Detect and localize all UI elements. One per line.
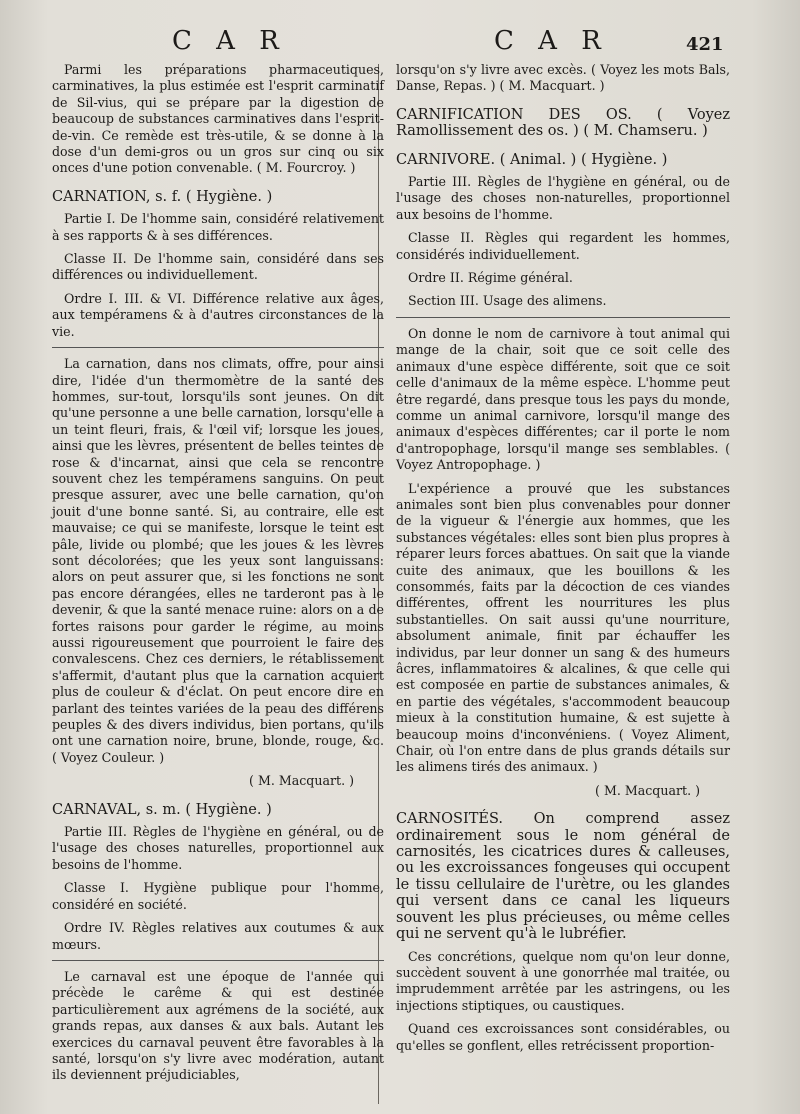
- paragraph: Section III. Usage des alimens.: [408, 293, 607, 309]
- paragraph: Ordre II. Régime général.: [408, 270, 573, 286]
- paragraph: lorsqu'on s'y livre avec excès. ( Voyez les mots Bals, Danse, Repas. ) ( M. Macquart. ): [396, 62, 730, 94]
- paragraph: L'expérience a prouvé que les substances animales sont bien plus convenables pour donner de la vigueur & l'énergie aux hommes, que les substances végétales: elles sont bien plus propres à réparer leurs forces abattues. On sait que la viande cuite des animaux, que les bouillons & les consommés, faits par la décoction de ces viandes différentes, offrent les nourritures les plus substantielles. On sait aussi qu'une nourriture, absolument animale, finit par échauffer les individus, par leur donner un sang & des humeurs âcres, inflammatoires & alcalines, & que celle qui est composée en partie de substances animales, & en partie des végétales, s'accommodent beaucoup mieux à la constitution humaine, & est sujette à beaucoup moins d'inconvéniens. ( Voyez Aliment, Chair, où l'on entre dans de plus grands détails sur les alimens tirés des animaux. ): [396, 480, 730, 775]
- page-number: 421: [686, 34, 724, 55]
- paragraph: Partie I. De l'homme sain, considéré relativement à ses rapports & à ses différences.: [52, 211, 384, 243]
- entry-heading: CARNIVORE. ( Animal. ) ( Hygiène. ): [396, 151, 668, 168]
- author-signature: ( M. Macquart. ): [249, 773, 354, 789]
- paragraph: Ordre IV. Règles relatives aux coutumes & aux mœurs.: [52, 920, 384, 952]
- section-rule: [52, 347, 384, 348]
- paragraph: On donne le nom de carnivore à tout animal qui mange de la chair, soit que ce soit celle des animaux d'une espèce différente, soit que ce soit celle d'animaux de la même espèce. L'homme peut être regardé, dans presque tous les pays du monde, comme un animal carnivore, lorsqu'il mange des animaux d'espèces différentes; car il porte le nom d'antropophage, lorsqu'il mange ses semblables. ( Voyez Antropophage. ): [396, 325, 730, 473]
- section-rule: [52, 960, 384, 961]
- paragraph: Quand ces excroissances sont considérables, ou qu'elles se gonflent, elles retrécissent proportion-: [396, 1021, 730, 1053]
- section-rule: [396, 317, 730, 318]
- paragraph: Classe II. Règles qui regardent les hommes, considérés individuellement.: [396, 230, 730, 262]
- paragraph: La carnation, dans nos climats, offre, pour ainsi dire, l'idée d'un thermomètre de la santé des hommes, sur-tout, lorsqu'ils sont jeunes. On dit qu'une personne a une belle carnation, lorsqu'elle a un teint fleuri, frais, & l'œil vif; lorsque les joues, ainsi que les lèvres, présentent de belles teintes de rose & d'incarnat, ainsi que cela se rencontre souvent chez les tempéramens sanguins. On peut presque assurer, avec une belle carnation, qu'on jouit d'une bonne santé. Si, au contraire, elle est mauvaise; ce qui se manifeste, lorsque le teint est pâle, livide ou plombé; que les joues & les lèvres sont décolorées; que les yeux sont languissans: alors on peut assurer que, si les fonctions ne sont pas encore dérangées, elles ne tarderont pas à le devenir, & que la santé menace ruine: alors on a de fortes raisons pour garder le régime, au moins aussi rigoureusement que pourroient le faire des convalescens. Chez ces derniers, le rétablissement s'affermit, d'autant plus que la carnation acquiert plus de couleur & d'éclat. On peut encore dire en parlant des teintes variées de la peau des différens peuples & des divers individus, bien portans, qu'ils ont une carnation noire, brune, blonde, rouge, &c. ( Voyez Couleur. ): [52, 356, 384, 765]
- running-header: [0, 20, 800, 60]
- paragraph: Classe II. De l'homme sain, considéré dans ses différences ou individuellement.: [52, 251, 384, 283]
- entry-heading: CARNATION, s. f. ( Hygiène. ): [52, 188, 273, 205]
- author-signature: ( M. Macquart. ): [595, 782, 700, 798]
- entry-heading: CARNOSITÉS. On comprend assez ordinairement sous le nom général de carnosités, les cicatrices dures & calleuses, ou les excroissances fongeuses qui occupent le tissu cellulaire de l'urètre, ou les glandes qui versent dans ce canal les liqueurs souvent les plus précieuses, ou même celles qui ne servent qu'à le lubréfier.: [396, 811, 730, 943]
- running-head-left: C A R: [172, 26, 287, 56]
- entry-heading: CARNAVAL, s. m. ( Hygiène. ): [52, 801, 272, 818]
- paragraph: Partie III. Règles de l'hygiène en général, ou de l'usage des choses naturelles, proportionnel aux besoins de l'homme.: [52, 824, 384, 872]
- paragraph: Le carnaval est une époque de l'année qui précède le carême & qui est destinée particulièrement aux agrémens de la société, aux grands repas, aux danses & aux bals. Autant les exercices du carnaval peuvent être favorables à la santé, lorsqu'on s'y livre avec modération, autant ils deviennent préjudiciables,: [52, 968, 384, 1083]
- paragraph: Classe I. Hygiène publique pour l'homme, considéré en société.: [52, 880, 384, 912]
- entry-heading: CARNIFICATION DES OS. ( Voyez Ramollissement des os. ) ( M. Chamseru. ): [396, 106, 730, 140]
- left-column: [52, 62, 384, 1091]
- paragraph: Parmi les préparations pharmaceutiques, carminatives, la plus estimée est l'esprit carminatif de Sil-vius, qui se prépare par la digestion de beaucoup de substances carminatives dans l'esprit-de-vin. Ce remède est très-utile, & se donne à la dose d'un demi-gros ou un gros sur cinq ou six onces d'une potion convenable. ( M. Fourcroy. ): [52, 62, 384, 176]
- running-head-right: C A R: [494, 26, 609, 56]
- paragraph: Partie III. Règles de l'hygiène en général, ou de l'usage des choses non-naturelles, proportionnel aux besoins de l'homme.: [396, 174, 730, 222]
- right-column: [396, 62, 730, 1061]
- paragraph: Ordre I. III. & VI. Différence relative aux âges, aux tempéramens & à d'autres circonstances de la vie.: [52, 290, 384, 339]
- paragraph: Ces concrétions, quelque nom qu'on leur donne, succèdent souvent à une gonorrhée mal traitée, ou imprudemment arrêtée par les astringens, ou les injections stiptiques, ou caustiques.: [396, 948, 730, 1013]
